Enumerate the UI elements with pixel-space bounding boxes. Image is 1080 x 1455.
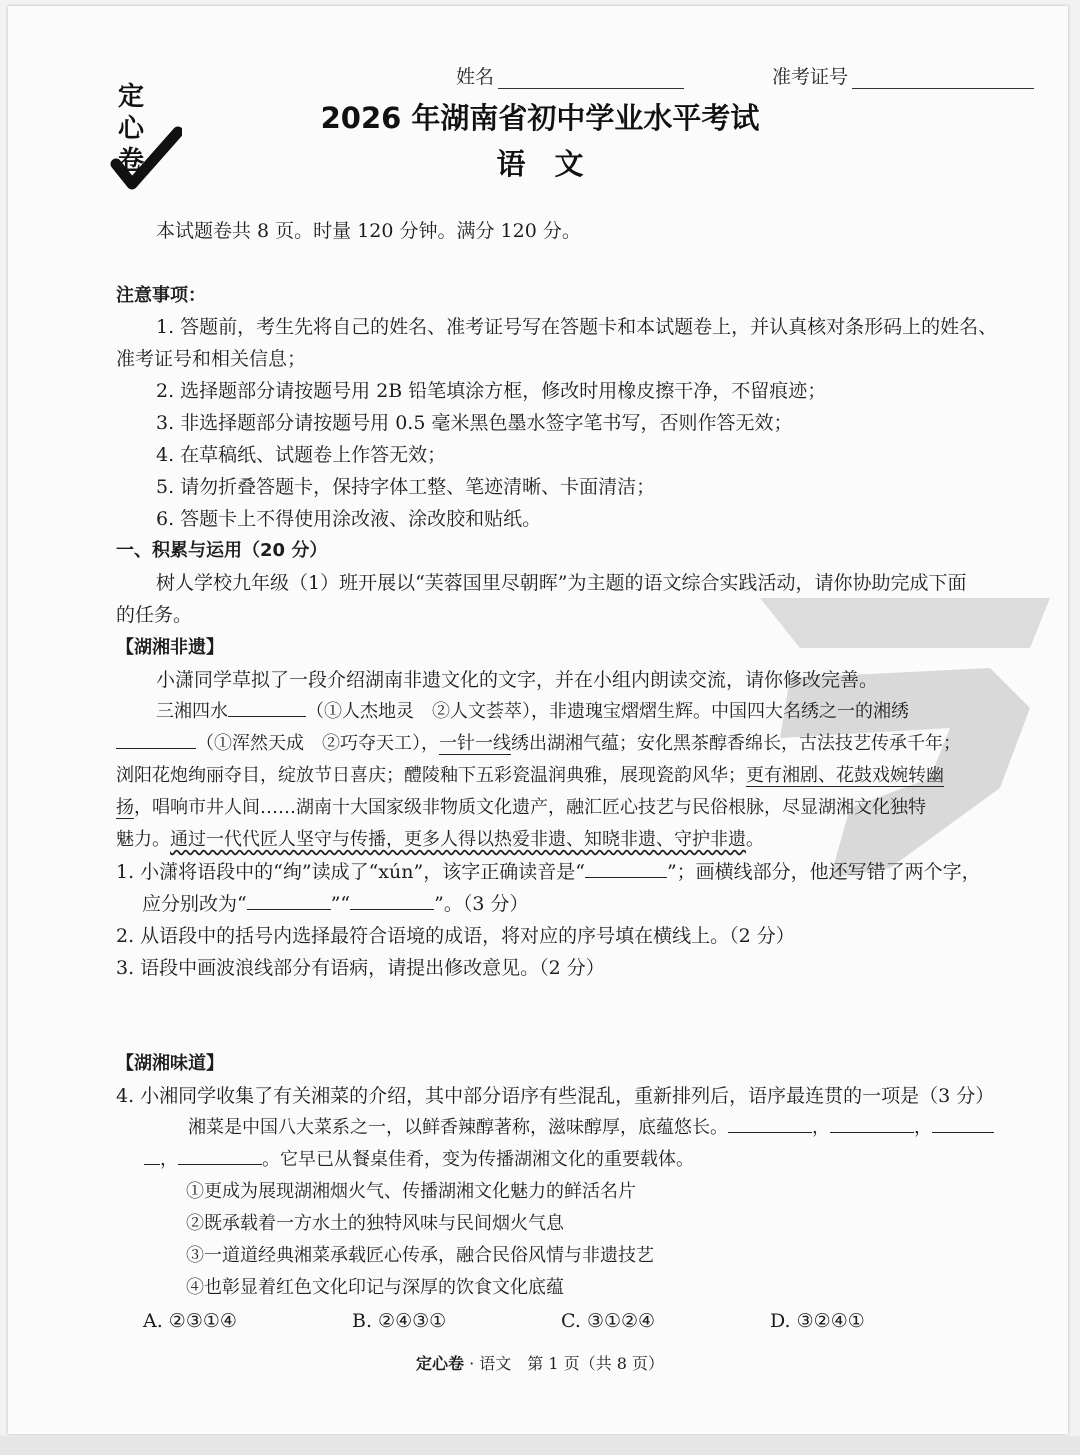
- passage-text: （①人杰地灵 ②人文荟萃），非遗瑰宝熠熠生辉。中国四大名绣之一的湘绣: [306, 701, 909, 722]
- passage-text: ，: [160, 1149, 178, 1170]
- note-item: 5. 请勿折叠答题卡，保持字体工整、笔迹清晰、卡面清洁；: [156, 476, 656, 498]
- underlined-text: 一针一线: [439, 733, 511, 754]
- part2-heading: 【湖湘味道】: [116, 1053, 224, 1074]
- passage-text: 三湘四水: [156, 701, 228, 722]
- passage-text: ，唱响市井人间……湖南十大国家级非物质文化遗产，融汇匠心技艺与民俗根脉，尽显湖湘文化独特: [134, 797, 926, 818]
- answer-blank: [116, 734, 196, 749]
- question-text: 应分别改为“: [142, 893, 247, 915]
- sentence-option: ④也彰显着红色文化印记与深厚的饮食文化底蕴: [186, 1277, 564, 1298]
- notes-heading: 注意事项：: [116, 285, 206, 306]
- stamp-char: 定: [118, 82, 145, 112]
- name-line: [498, 70, 684, 89]
- part1-lead: 小潇同学草拟了一段介绍湖南非遗文化的文字，并在小组内朗读交流，请你修改完善。: [156, 669, 879, 691]
- wavy-underlined-text: 通过一代代匠人坚守与传播，更多人得以热爱非遗、知晓非遗、守护非遗: [170, 829, 746, 850]
- note-item: 3. 非选择题部分请按题号用 0.5 毫米黑色墨水签字笔书写，否则作答无效；: [156, 412, 793, 434]
- note-item: 1. 答题前，考生先将自己的姓名、准考证号写在答题卡和本试题卷上，并认真核对条形码上的姓名、: [156, 316, 998, 338]
- section1-intro-line2: 的任务。: [116, 604, 193, 626]
- name-field: [456, 62, 684, 89]
- answer-blank: [144, 1150, 160, 1165]
- question-1-cont: [142, 888, 529, 920]
- answer-blank: [228, 702, 306, 717]
- passage-line: [156, 696, 909, 728]
- passage-text: 魅力。: [116, 829, 170, 850]
- question-2: 2. 从语段中的括号内选择最符合语境的成语，将对应的序号填在横线上。（2 分）: [116, 925, 795, 947]
- passage-text: 湘菜是中国八大菜系之一，以鲜香辣醇著称，滋味醇厚，底蕴悠长。: [188, 1117, 728, 1138]
- underlined-text: 更有湘剧、花鼓戏婉转幽: [746, 765, 944, 786]
- question-4: 4. 小湘同学收集了有关湘菜的介绍，其中部分语序有些混乱，重新排列后，语序最连贯的一项是（3 分）: [116, 1085, 995, 1107]
- answer-blank: [178, 1150, 262, 1165]
- question-text: ”。（3 分）: [434, 893, 529, 915]
- section1-heading: 一、积累与运用（20 分）: [116, 540, 328, 561]
- passage-line: [116, 728, 961, 760]
- underlined-text: 扬: [116, 797, 134, 818]
- note-item: 6. 答题卡上不得使用涂改液、涂改胶和贴纸。: [156, 508, 542, 530]
- part1-heading: 【湖湘非遗】: [116, 637, 224, 658]
- question-3: 3. 语段中画波浪线部分有语病，请提出修改意见。（2 分）: [116, 957, 605, 979]
- stamp-char: 心: [118, 114, 145, 144]
- id-field: [772, 62, 1034, 89]
- footer-text: · 语文 第 1 页（共 8 页）: [464, 1354, 664, 1373]
- name-label: 姓名: [456, 66, 495, 88]
- passage-text: ，: [812, 1117, 830, 1138]
- scan-bottom-band: [0, 1436, 1080, 1455]
- passage-line: [144, 1144, 694, 1176]
- passage-text: 。它早已从餐桌佳肴，变为传播湖湘文化的重要载体。: [262, 1149, 694, 1170]
- choice-d: D. ③②④①: [770, 1310, 865, 1332]
- answer-blank: [350, 895, 434, 910]
- sentence-option: ③一道道经典湘菜承载匠心传承，融合民俗风情与非遗技艺: [186, 1245, 654, 1266]
- sentence-option: ②既承载着一方水土的独特风味与民间烟火气息: [186, 1213, 564, 1234]
- footer-brand: 定心卷: [416, 1354, 465, 1373]
- stamp-char: 卷: [118, 146, 145, 176]
- question-text: ”“: [330, 893, 351, 915]
- exam-title: 2026 年湖南省初中学业水平考试: [320, 101, 760, 135]
- note-item: 准考证号和相关信息；: [116, 348, 307, 370]
- question-text: 1. 小潇将语段中的“绚”读成了“xún”，该字正确读音是“: [116, 861, 585, 883]
- id-label: 准考证号: [772, 66, 849, 88]
- answer-blank: [585, 863, 667, 878]
- passage-text: 。: [746, 829, 764, 850]
- passage-line: [116, 792, 926, 824]
- answer-blank: [247, 895, 331, 910]
- note-item: 2. 选择题部分请按题号用 2B 铅笔填涂方框，修改时用橡皮擦干净，不留痕迹；: [156, 380, 827, 402]
- passage-line: [188, 1112, 994, 1144]
- choice-c: C. ③①②④: [561, 1310, 656, 1332]
- exam-intro: 本试题卷共 8 页。时量 120 分钟。满分 120 分。: [156, 220, 581, 242]
- passage-text: 浏阳花炮绚丽夺目，绽放节日喜庆；醴陵釉下五彩瓷温润典雅，展现瓷韵风华；: [116, 765, 746, 786]
- answer-blank: [728, 1118, 812, 1133]
- passage-text: 绣出湖湘气蕴；安化黑茶醇香绵长，古法技艺传承千年；: [511, 733, 961, 754]
- passage-text: ，: [914, 1117, 932, 1138]
- subject-title: 语 文: [496, 147, 584, 181]
- choice-a: A. ②③①④: [143, 1310, 237, 1332]
- note-item: 4. 在草稿纸、试题卷上作答无效；: [156, 444, 447, 466]
- choice-b: B. ②④③①: [352, 1310, 447, 1332]
- question-1: [116, 856, 981, 888]
- page-footer: [0, 1348, 1080, 1380]
- answer-blank: [830, 1118, 914, 1133]
- passage-line: [116, 824, 764, 856]
- sentence-option: ①更成为展现湖湘烟火气、传播湖湘文化魅力的鲜活名片: [186, 1181, 636, 1202]
- passage-line: [116, 760, 944, 792]
- id-line: [852, 70, 1034, 89]
- question-text: ”；画横线部分，他还写错了两个字，: [666, 861, 981, 883]
- answer-blank: [932, 1118, 994, 1133]
- section1-intro-line1: 树人学校九年级（1）班开展以“芙蓉国里尽朝晖”为主题的语文综合实践活动，请你协助完成下面: [156, 572, 967, 594]
- passage-text: （①浑然天成 ②巧夺天工），: [196, 733, 439, 754]
